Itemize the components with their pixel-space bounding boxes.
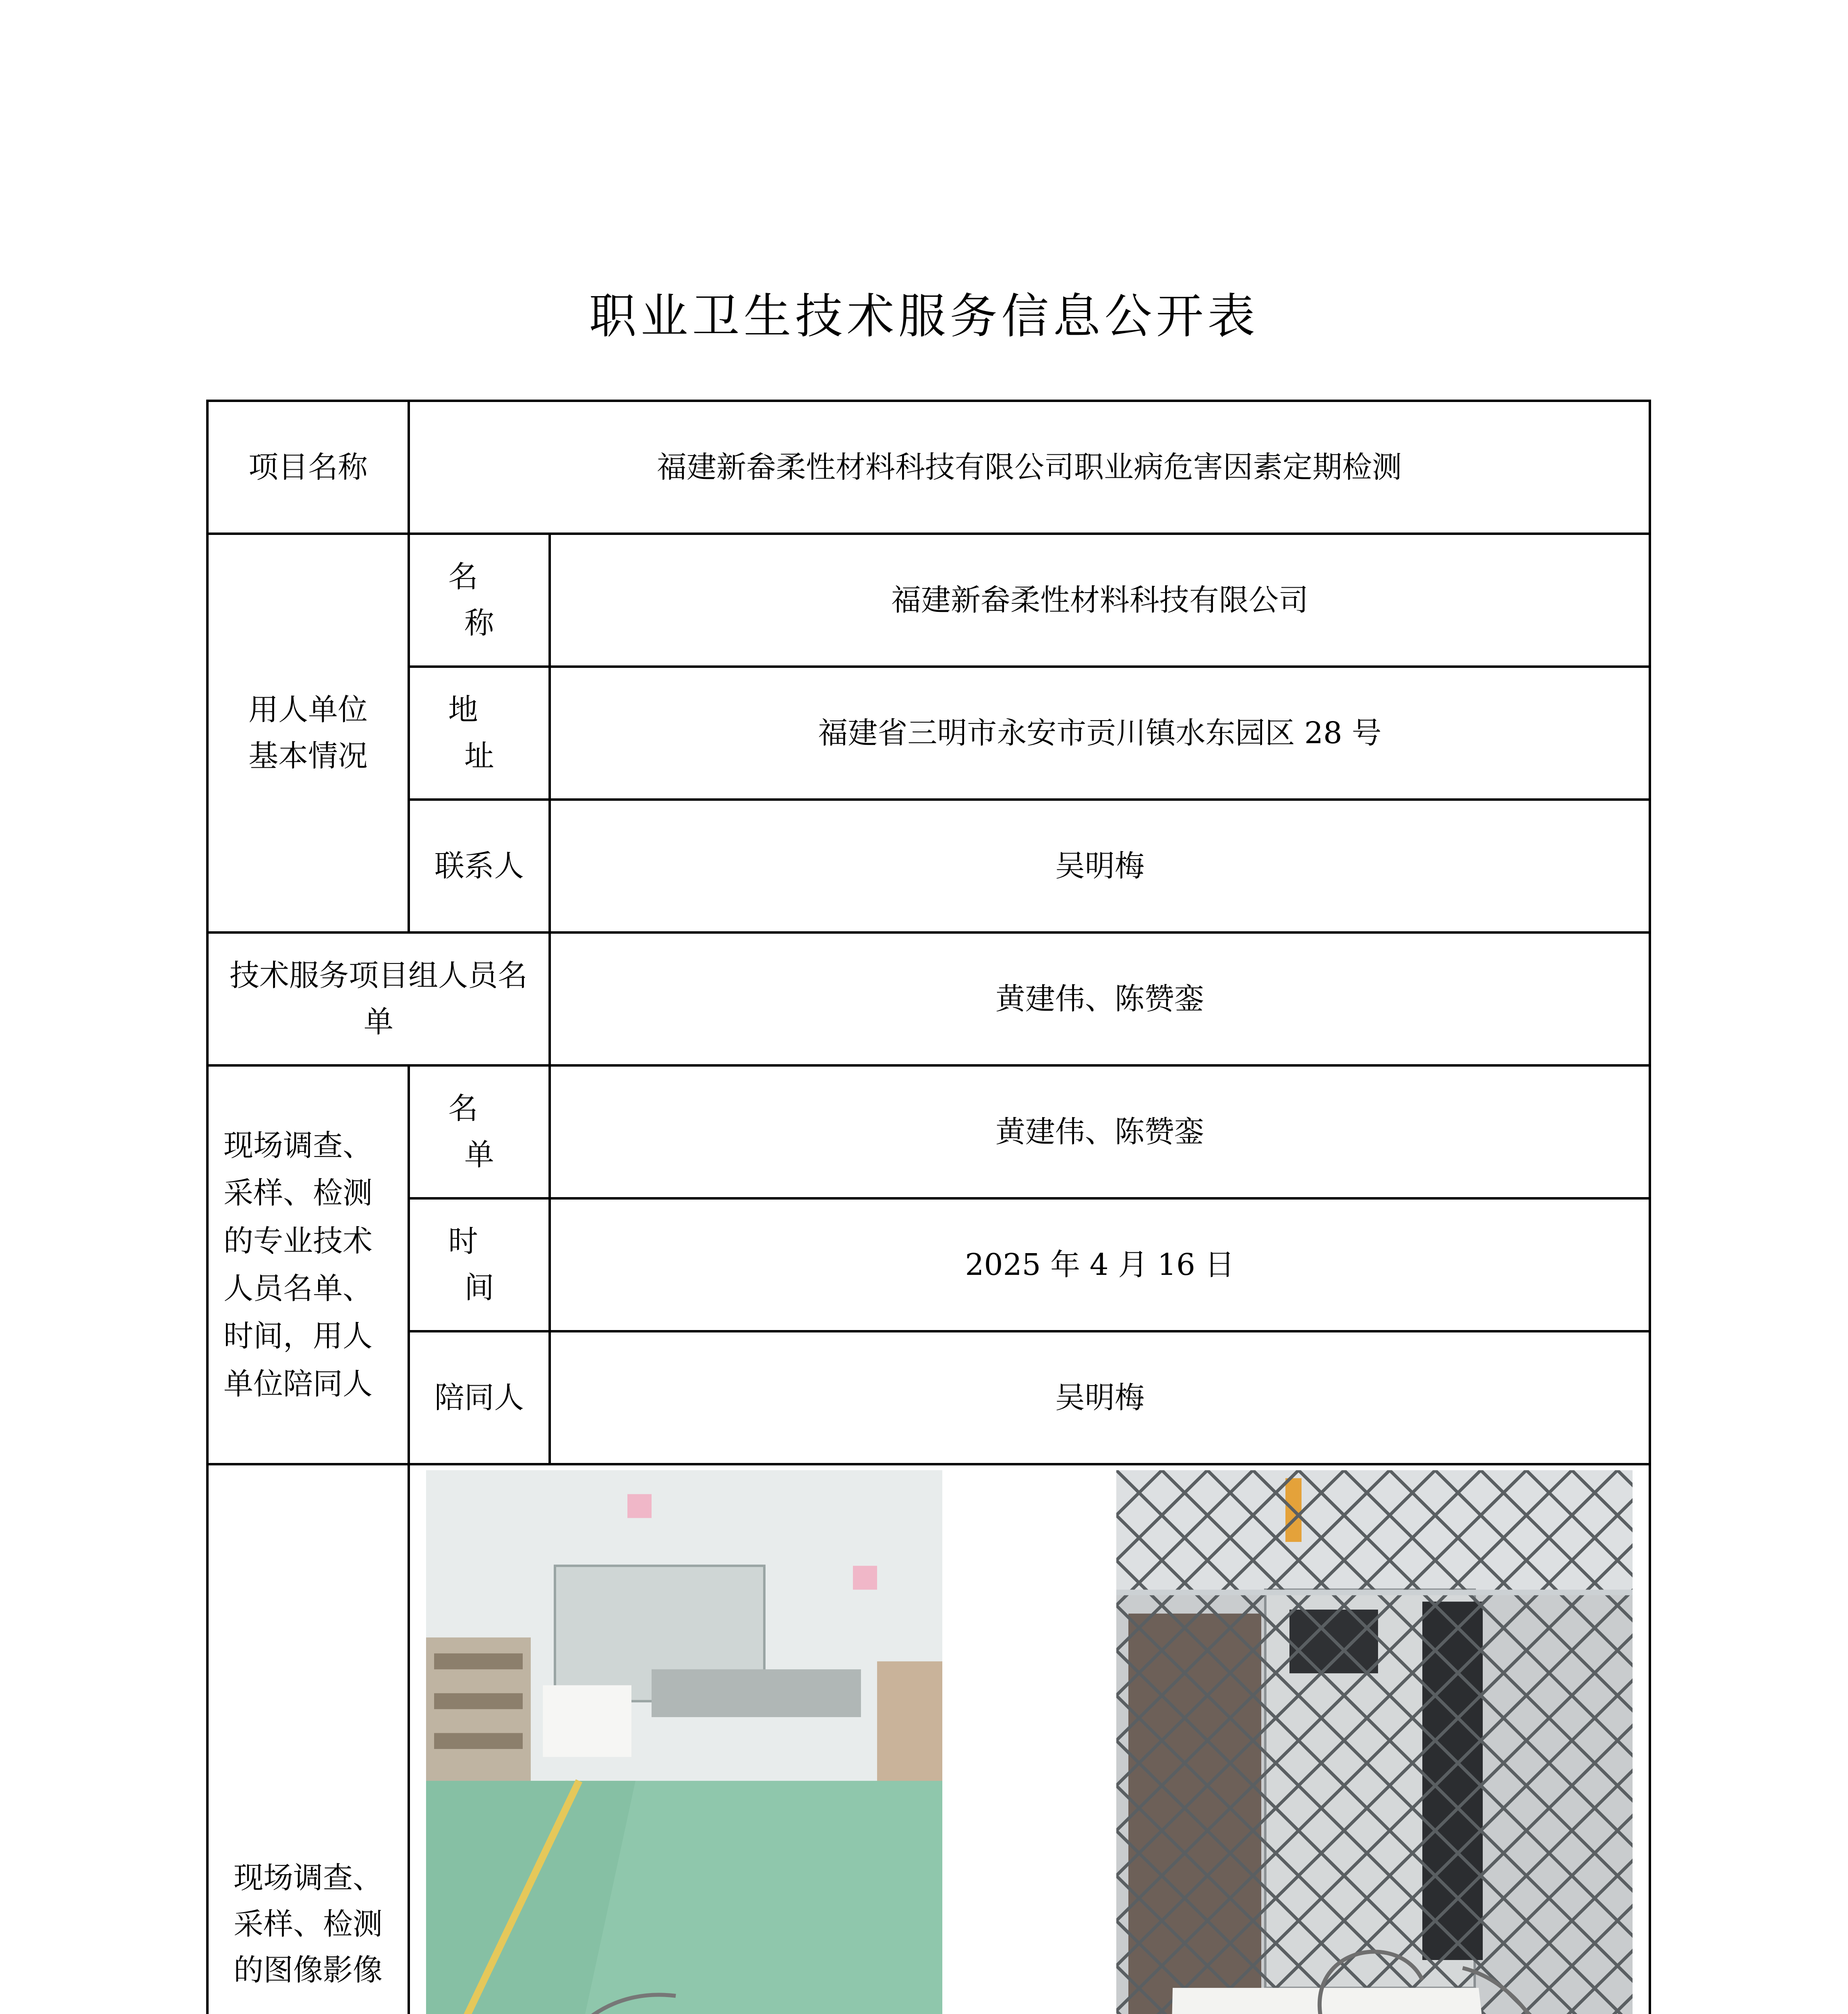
images-label-text: 现场调查、采样、检测的图像影像 bbox=[234, 1860, 383, 1988]
employer-contact-value: 吴明梅 bbox=[550, 800, 1650, 932]
project-name-value: 福建新畚柔性材料科技有限公司职业病危害因素定期检测 bbox=[409, 401, 1650, 534]
employer-label bbox=[207, 534, 409, 932]
page-title: 职业卫生技术服务信息公开表 bbox=[589, 288, 1259, 344]
row-onsite-names bbox=[207, 1065, 1650, 1198]
row-employer-address bbox=[207, 667, 1650, 800]
images-label bbox=[207, 1464, 409, 2014]
team-value: 黄建伟、陈赞銮 bbox=[550, 932, 1650, 1065]
row-employer-name bbox=[207, 534, 1650, 667]
equipment-cabinet-photo bbox=[1116, 1470, 1633, 2014]
onsite-label bbox=[207, 1065, 409, 1464]
row-onsite-time bbox=[207, 1198, 1650, 1331]
row-team bbox=[207, 932, 1650, 1065]
row-project-name bbox=[207, 401, 1650, 534]
employer-name-value: 福建新畚柔性材料科技有限公司 bbox=[550, 534, 1650, 667]
row-images bbox=[207, 1464, 1650, 2014]
project-name-label: 项目名称 bbox=[207, 401, 409, 534]
onsite-names-label: 名 单 bbox=[409, 1065, 550, 1198]
team-label bbox=[207, 932, 550, 1065]
images-cell bbox=[409, 1464, 1650, 2014]
employer-address-label: 地 址 bbox=[409, 667, 550, 800]
onsite-escort-label: 陪同人 bbox=[409, 1331, 550, 1464]
info-table bbox=[206, 400, 1651, 2014]
onsite-label-text: 现场调查、采样、检测的专业技术人员名单、时间，用人单位陪同人 bbox=[223, 1128, 372, 1401]
employer-name-label: 名 称 bbox=[409, 534, 550, 667]
workshop-photo bbox=[426, 1470, 942, 2014]
employer-label-text: 用人单位基本情况 bbox=[248, 692, 368, 773]
onsite-time-label: 时 间 bbox=[409, 1198, 550, 1331]
row-employer-contact bbox=[207, 800, 1650, 932]
employer-address-value: 福建省三明市永安市贡川镇水东园区 28 号 bbox=[550, 667, 1650, 800]
onsite-time-value: 2025 年 4 月 16 日 bbox=[550, 1198, 1650, 1331]
onsite-names-value: 黄建伟、陈赞銮 bbox=[550, 1065, 1650, 1198]
employer-contact-label: 联系人 bbox=[409, 800, 550, 932]
onsite-escort-value: 吴明梅 bbox=[550, 1331, 1650, 1464]
row-onsite-escort bbox=[207, 1331, 1650, 1464]
team-label-text: 技术服务项目组人员名单 bbox=[230, 958, 528, 1039]
